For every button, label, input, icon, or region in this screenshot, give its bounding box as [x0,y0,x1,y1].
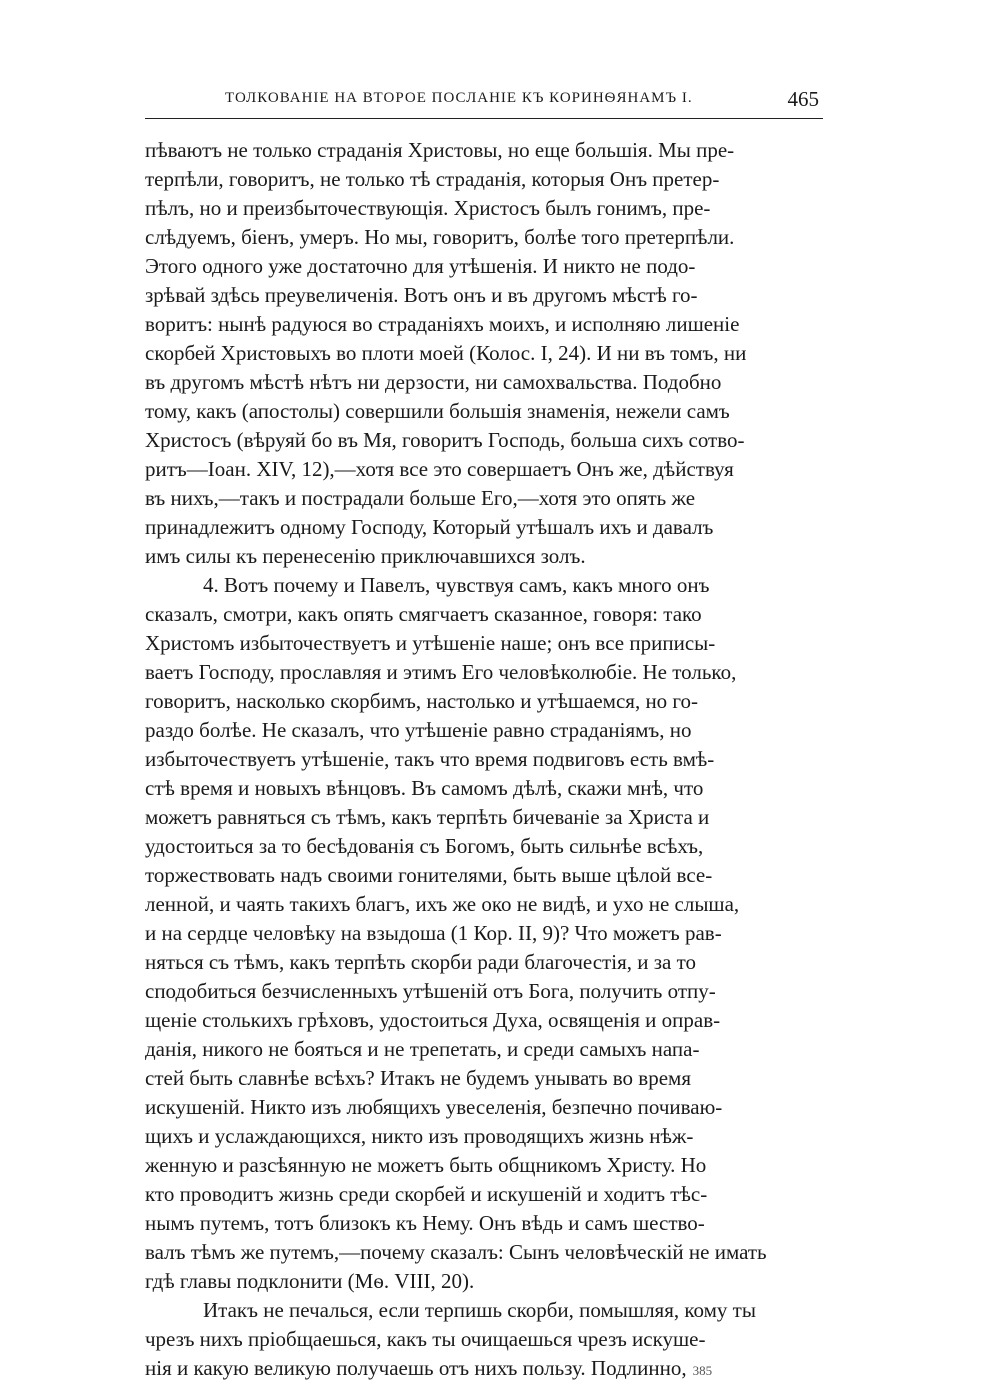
page-number: 465 [787,87,819,111]
paragraph-3-cont [145,1325,825,1385]
text-line: данія, никого не бояться и не трепетать, и среди самыхъ напа- [145,1037,700,1061]
text-line: сказалъ, смотри, какъ опять смягчаетъ сказанное, говоря: тако [145,602,702,626]
text-line-last [145,1354,825,1385]
text-line: можетъ равняться съ тѣмъ, какъ терпѣть бичеваніе за Христа и [145,805,710,829]
text-line: женную и разсѣянную не можетъ быть общникомъ Христу. Но [145,1153,707,1177]
text-line: сподобиться безчисленныхъ утѣшеній отъ Бога, получить отпу- [145,979,716,1003]
text-line: ленной, и чаять такихъ благъ, ихъ же око не видѣ, и ухо не слыша, [145,892,740,916]
text-line: слѣдуемъ, біенъ, умеръ. Но мы, говоритъ, болѣе того претерпѣли. [145,225,735,249]
text-line: нымъ путемъ, тотъ близокъ къ Нему. Онъ вѣдь и самъ шество- [145,1211,705,1235]
text-line: щихъ и услаждающихся, никто изъ проводящихъ жизнь нѣж- [145,1124,694,1148]
text-line: удостоиться за то бесѣдованія съ Богомъ, быть сильнѣе всѣхъ, [145,834,704,858]
text-line: щеніе столькихъ грѣховъ, удостоиться Духа, освященія и оправ- [145,1008,721,1032]
text-line: кто проводитъ жизнь среди скорбей и искушеній и ходитъ тѣс- [145,1182,708,1206]
text-line: няться съ тѣмъ, какъ терпѣть скорби ради благочестія, и за то [145,950,696,974]
page-header [145,84,823,119]
text-line: принадлежитъ одному Господу, Который утѣшалъ ихъ и давалъ [145,515,714,539]
text-line: пѣлъ, но и преизбыточествующія. Христосъ былъ гонимъ, пре- [145,196,711,220]
text-line: ритъ—Іоан. XIV, 12),—хотя все это совершаетъ Онъ же, дѣйствуя [145,457,734,481]
text-line: Христомъ избыточествуетъ и утѣшеніе наше; онъ все приписы- [145,631,716,655]
text-line: тому, какъ (апостолы) совершили большія знаменія, нежели самъ [145,399,730,423]
text-line: имъ силы къ перенесенію приключавшихся золъ. [145,544,586,568]
text-line: воритъ: нынѣ радуюся во страданіяхъ моихъ, и исполняю лишеніе [145,312,740,336]
text-line: и на сердце человѣку на взыдоша (1 Кор. II, 9)? Что можетъ рав- [145,921,722,945]
text-line: чрезъ нихъ пріобщаешься, какъ ты очищаешься чрезъ искуше- [145,1327,706,1351]
text-line: пѣваютъ не только страданія Христовы, но еще большія. Мы пре- [145,138,735,162]
signature-mark: 385 [692,1363,713,1378]
text-line: зрѣвай здѣсь преувеличенія. Вотъ онъ и въ другомъ мѣстѣ го- [145,283,698,307]
text-line: въ другомъ мѣстѣ нѣтъ ни дерзости, ни самохвальства. Подобно [145,370,722,394]
text-line: валъ тѣмъ же путемъ,—почему сказалъ: Сынъ человѣческій не имать [145,1240,767,1264]
text-line: 4. Вотъ почему и Павелъ, чувствуя самъ, какъ много онъ [203,573,710,597]
paragraph-2-cont [145,600,825,1296]
text-line-content: нія и какую великую получаешь отъ нихъ пользу. Подлинно, [145,1356,687,1380]
text-line: скорбей Христовыхъ во плоти моей (Колос. I, 24). И ни въ томъ, ни [145,341,747,365]
text-line: говоритъ, насколько скорбимъ, настолько и утѣшаемся, но го- [145,689,699,713]
running-title: ТОЛКОВАНІЕ НА ВТОРОЕ ПОСЛАНІЕ КЪ КОРИНѲЯНАМЪ I. [225,90,693,106]
paragraph-2 [145,571,825,600]
text-line: въ нихъ,—такъ и пострадали больше Его,—хотя это опять же [145,486,696,510]
text-line: стей быть славнѣе всѣхъ? Итакъ не будемъ унывать во время [145,1066,691,1090]
text-line: Христосъ (вѣруяй бо въ Мя, говоритъ Господь, больша сихъ сотво- [145,428,745,452]
text-line: искушеній. Никто изъ любящихъ увеселенія, безпечно почиваю- [145,1095,723,1119]
text-line: ваетъ Господу, прославляя и этимъ Его человѣколюбіе. Не только, [145,660,737,684]
body-text [145,136,825,1385]
text-line: терпѣли, говоритъ, не только тѣ страданія, которыя Онъ претер- [145,167,720,191]
text-line: гдѣ главы подклонити (Мѳ. VIII, 20). [145,1269,475,1293]
text-line: Итакъ не печалься, если терпишь скорби, помышляя, кому ты [203,1298,756,1322]
text-line: торжествовать надъ своими гонителями, быть выше цѣлой все- [145,863,713,887]
paragraph-3 [145,1296,825,1325]
paragraph-1 [145,136,825,571]
text-line: избыточествуетъ утѣшеніе, такъ что время подвиговъ есть вмѣ- [145,747,715,771]
text-line: Этого одного уже достаточно для утѣшенія. И никто не подо- [145,254,696,278]
text-line: раздо болѣе. Не сказалъ, что утѣшеніе равно страданіямъ, но [145,718,692,742]
text-line: стѣ время и новыхъ вѣнцовъ. Въ самомъ дѣлѣ, скажи мнѣ, что [145,776,704,800]
